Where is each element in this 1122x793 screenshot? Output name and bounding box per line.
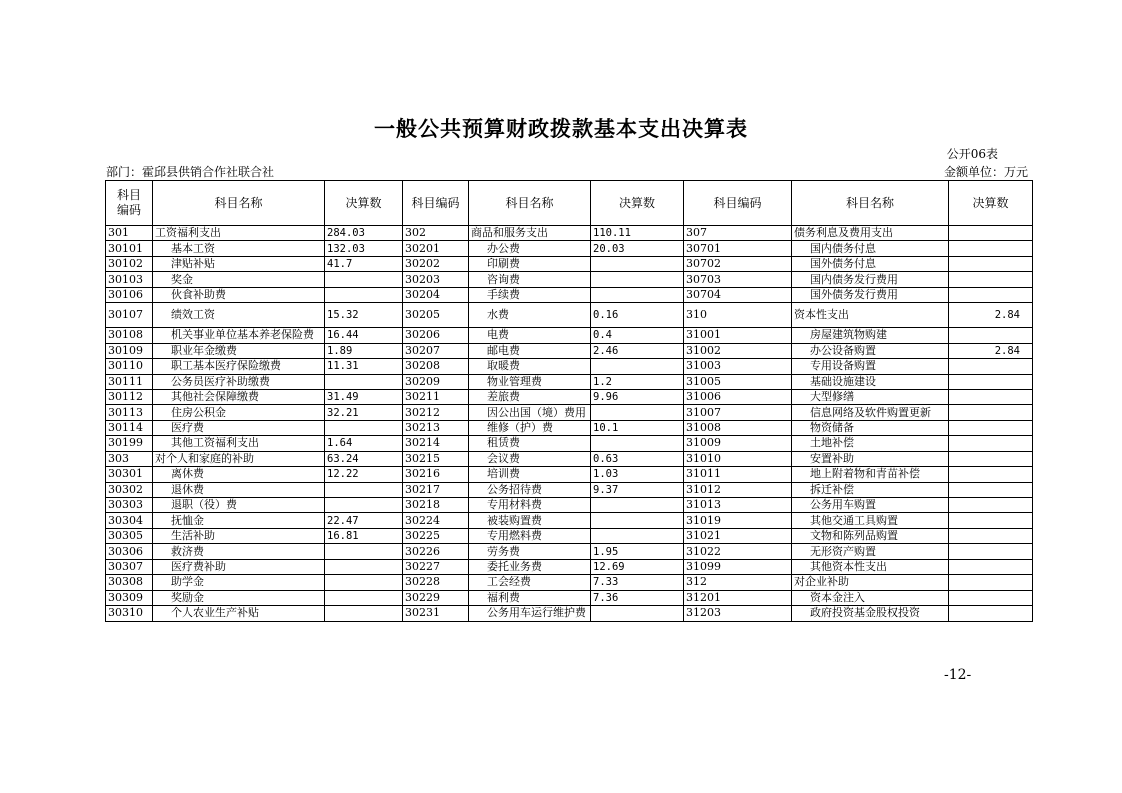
subject-code-cell: 30107 xyxy=(106,303,153,328)
subject-code-cell: 30103 xyxy=(106,272,153,287)
amount-cell: 7.33 xyxy=(591,575,684,590)
amount-cell xyxy=(325,559,403,574)
subject-name-cell: 医疗费 xyxy=(153,420,325,435)
table-row xyxy=(106,389,1033,404)
amount-cell: 2.46 xyxy=(591,343,684,358)
subject-code-cell: 30306 xyxy=(106,544,153,559)
subject-name-cell: 退休费 xyxy=(153,482,325,497)
subject-code-cell: 30112 xyxy=(106,389,153,404)
subject-name-cell: 债务利息及费用支出 xyxy=(792,226,949,241)
subject-name-cell: 国外债务发行费用 xyxy=(792,287,949,302)
subject-code-cell: 30226 xyxy=(403,544,469,559)
table-body xyxy=(106,226,1033,622)
amount-cell: 15.32 xyxy=(325,303,403,328)
subject-name-cell: 政府投资基金股权投资 xyxy=(792,606,949,621)
subject-name-cell: 文物和陈列品购置 xyxy=(792,528,949,543)
subject-name-cell: 公务用车运行维护费 xyxy=(469,606,591,621)
subject-code-cell: 30216 xyxy=(403,467,469,482)
subject-code-cell: 30231 xyxy=(403,606,469,621)
amount-cell: 1.95 xyxy=(591,544,684,559)
amount-cell xyxy=(591,513,684,528)
subject-code-cell: 31013 xyxy=(684,498,792,513)
amount-cell xyxy=(949,226,1033,241)
table-row xyxy=(106,374,1033,389)
amount-cell xyxy=(325,575,403,590)
subject-name-cell: 职工基本医疗保险缴费 xyxy=(153,359,325,374)
subject-name-cell: 伙食补助费 xyxy=(153,287,325,302)
subject-name-cell: 退职（役）费 xyxy=(153,498,325,513)
amount-cell xyxy=(949,606,1033,621)
subject-name-cell: 土地补偿 xyxy=(792,436,949,451)
subject-code-cell: 30110 xyxy=(106,359,153,374)
table-row xyxy=(106,359,1033,374)
header-cell: 科目编码 xyxy=(684,181,792,226)
table-row xyxy=(106,272,1033,287)
header-cell: 决算数 xyxy=(325,181,403,226)
amount-cell xyxy=(949,575,1033,590)
amount-cell xyxy=(591,436,684,451)
subject-name-cell: 其他交通工具购置 xyxy=(792,513,949,528)
subject-name-cell: 工资福利支出 xyxy=(153,226,325,241)
subject-code-cell: 31002 xyxy=(684,343,792,358)
subject-code-cell: 31006 xyxy=(684,389,792,404)
subject-code-cell: 30701 xyxy=(684,241,792,256)
amount-cell xyxy=(949,328,1033,343)
subject-name-cell: 工会经费 xyxy=(469,575,591,590)
amount-cell xyxy=(949,287,1033,302)
subject-name-cell: 因公出国（境）费用 xyxy=(469,405,591,420)
amount-cell xyxy=(949,513,1033,528)
table-row xyxy=(106,482,1033,497)
subject-code-cell: 30229 xyxy=(403,590,469,605)
amount-cell xyxy=(325,482,403,497)
subject-code-cell: 30199 xyxy=(106,436,153,451)
table-row xyxy=(106,575,1033,590)
amount-unit-label: 金额单位：万元 xyxy=(943,165,1028,179)
header-cell: 科目名称 xyxy=(153,181,325,226)
subject-code-cell: 31005 xyxy=(684,374,792,389)
subject-name-cell: 维修（护）费 xyxy=(469,420,591,435)
amount-cell: 1.89 xyxy=(325,343,403,358)
subject-code-cell: 30302 xyxy=(106,482,153,497)
amount-cell xyxy=(325,606,403,621)
amount-cell xyxy=(949,590,1033,605)
subject-code-cell: 30101 xyxy=(106,241,153,256)
subject-name-cell: 专用设备购置 xyxy=(792,359,949,374)
amount-cell xyxy=(949,420,1033,435)
subject-code-cell: 30217 xyxy=(403,482,469,497)
subject-name-cell: 印刷费 xyxy=(469,256,591,271)
amount-cell: 32.21 xyxy=(325,405,403,420)
amount-cell: 12.22 xyxy=(325,467,403,482)
subject-code-cell: 310 xyxy=(684,303,792,328)
amount-cell: 0.63 xyxy=(591,451,684,466)
subject-name-cell: 会议费 xyxy=(469,451,591,466)
subject-code-cell: 31009 xyxy=(684,436,792,451)
amount-cell: 16.44 xyxy=(325,328,403,343)
table-row xyxy=(106,451,1033,466)
subject-code-cell: 30214 xyxy=(403,436,469,451)
subject-name-cell: 奖励金 xyxy=(153,590,325,605)
subject-code-cell: 30224 xyxy=(403,513,469,528)
subject-code-cell: 31007 xyxy=(684,405,792,420)
subject-name-cell: 差旅费 xyxy=(469,389,591,404)
subject-code-cell: 30205 xyxy=(403,303,469,328)
amount-cell: 2.84 xyxy=(949,303,1033,328)
amount-cell: 9.37 xyxy=(591,482,684,497)
amount-cell: 110.11 xyxy=(591,226,684,241)
subject-name-cell: 医疗费补助 xyxy=(153,559,325,574)
subject-code-cell: 30218 xyxy=(403,498,469,513)
subject-code-cell: 31003 xyxy=(684,359,792,374)
amount-cell xyxy=(949,436,1033,451)
subject-name-cell: 邮电费 xyxy=(469,343,591,358)
amount-cell xyxy=(591,287,684,302)
subject-code-cell: 30202 xyxy=(403,256,469,271)
header-cell: 决算数 xyxy=(949,181,1033,226)
amount-cell xyxy=(949,544,1033,559)
subject-code-cell: 30225 xyxy=(403,528,469,543)
amount-cell xyxy=(325,420,403,435)
table-row xyxy=(106,528,1033,543)
amount-cell xyxy=(591,528,684,543)
amount-cell xyxy=(949,272,1033,287)
subject-code-cell: 30704 xyxy=(684,287,792,302)
report-title: 一般公共预算财政拨款基本支出决算表 xyxy=(374,116,748,141)
subject-name-cell: 救济费 xyxy=(153,544,325,559)
subject-code-cell: 30301 xyxy=(106,467,153,482)
amount-cell xyxy=(949,241,1033,256)
subject-name-cell: 基本工资 xyxy=(153,241,325,256)
subject-name-cell: 对个人和家庭的补助 xyxy=(153,451,325,466)
subject-code-cell: 31012 xyxy=(684,482,792,497)
department-label: 部门：霍邱县供销合作社联合社 xyxy=(106,165,275,179)
subject-name-cell: 无形资产购置 xyxy=(792,544,949,559)
subject-name-cell: 委托业务费 xyxy=(469,559,591,574)
subject-code-cell: 31011 xyxy=(684,467,792,482)
subject-code-cell: 30106 xyxy=(106,287,153,302)
subject-name-cell: 办公费 xyxy=(469,241,591,256)
table-row xyxy=(106,405,1033,420)
amount-cell xyxy=(949,498,1033,513)
subject-name-cell: 绩效工资 xyxy=(153,303,325,328)
amount-cell xyxy=(325,272,403,287)
subject-code-cell: 303 xyxy=(106,451,153,466)
subject-code-cell: 31019 xyxy=(684,513,792,528)
subject-name-cell: 电费 xyxy=(469,328,591,343)
table-row xyxy=(106,328,1033,343)
amount-cell: 1.64 xyxy=(325,436,403,451)
amount-cell: 31.49 xyxy=(325,389,403,404)
table-row xyxy=(106,241,1033,256)
table-row xyxy=(106,436,1033,451)
subject-name-cell: 公务用车购置 xyxy=(792,498,949,513)
amount-cell: 0.4 xyxy=(591,328,684,343)
subject-code-cell: 30703 xyxy=(684,272,792,287)
amount-cell xyxy=(949,451,1033,466)
subject-name-cell: 拆迁补偿 xyxy=(792,482,949,497)
subject-name-cell: 资本性支出 xyxy=(792,303,949,328)
table-row xyxy=(106,544,1033,559)
amount-cell xyxy=(591,498,684,513)
subject-code-cell: 30111 xyxy=(106,374,153,389)
amount-cell xyxy=(325,544,403,559)
amount-cell: 20.03 xyxy=(591,241,684,256)
header-cell: 决算数 xyxy=(591,181,684,226)
subject-name-cell: 地上附着物和青苗补偿 xyxy=(792,467,949,482)
amount-cell xyxy=(591,606,684,621)
header-cell: 科目名称 xyxy=(792,181,949,226)
subject-code-cell: 31201 xyxy=(684,590,792,605)
subject-name-cell: 劳务费 xyxy=(469,544,591,559)
amount-cell: 16.81 xyxy=(325,528,403,543)
subject-code-cell: 307 xyxy=(684,226,792,241)
subject-name-cell: 基础设施建设 xyxy=(792,374,949,389)
table-row xyxy=(106,226,1033,241)
subject-name-cell: 个人农业生产补贴 xyxy=(153,606,325,621)
amount-cell xyxy=(325,374,403,389)
subject-code-cell: 30227 xyxy=(403,559,469,574)
subject-code-cell: 30303 xyxy=(106,498,153,513)
subject-code-cell: 30209 xyxy=(403,374,469,389)
amount-cell: 9.96 xyxy=(591,389,684,404)
amount-cell: 1.2 xyxy=(591,374,684,389)
amount-cell: 63.24 xyxy=(325,451,403,466)
subject-code-cell: 30204 xyxy=(403,287,469,302)
subject-code-cell: 312 xyxy=(684,575,792,590)
subject-name-cell: 对企业补助 xyxy=(792,575,949,590)
subject-name-cell: 抚恤金 xyxy=(153,513,325,528)
subject-code-cell: 31022 xyxy=(684,544,792,559)
table-row xyxy=(106,590,1033,605)
table-row xyxy=(106,498,1033,513)
amount-cell xyxy=(591,359,684,374)
amount-cell: 22.47 xyxy=(325,513,403,528)
subject-name-cell: 专用材料费 xyxy=(469,498,591,513)
subject-name-cell: 助学金 xyxy=(153,575,325,590)
amount-cell xyxy=(949,374,1033,389)
subject-code-cell: 30108 xyxy=(106,328,153,343)
subject-name-cell: 福利费 xyxy=(469,590,591,605)
subject-code-cell: 30305 xyxy=(106,528,153,543)
header-row xyxy=(106,181,1033,226)
subject-name-cell: 生活补助 xyxy=(153,528,325,543)
subject-name-cell: 培训费 xyxy=(469,467,591,482)
amount-cell: 12.69 xyxy=(591,559,684,574)
subject-name-cell: 国内债务付息 xyxy=(792,241,949,256)
subject-name-cell: 商品和服务支出 xyxy=(469,226,591,241)
subject-name-cell: 奖金 xyxy=(153,272,325,287)
subject-name-cell: 其他社会保障缴费 xyxy=(153,389,325,404)
subject-code-cell: 30307 xyxy=(106,559,153,574)
subject-name-cell: 手续费 xyxy=(469,287,591,302)
subject-code-cell: 31010 xyxy=(684,451,792,466)
table-row xyxy=(106,467,1033,482)
subject-name-cell: 机关事业单位基本养老保险费 xyxy=(153,328,325,343)
amount-cell: 2.84 xyxy=(949,343,1033,358)
subject-name-cell: 咨询费 xyxy=(469,272,591,287)
amount-cell: 10.1 xyxy=(591,420,684,435)
table-row xyxy=(106,256,1033,271)
subject-code-cell: 30203 xyxy=(403,272,469,287)
subject-name-cell: 公务招待费 xyxy=(469,482,591,497)
subject-code-cell: 30109 xyxy=(106,343,153,358)
header-cell: 科目 编码 xyxy=(106,181,153,226)
table-row xyxy=(106,606,1033,621)
subject-code-cell: 30228 xyxy=(403,575,469,590)
subject-name-cell: 物资储备 xyxy=(792,420,949,435)
subject-code-cell: 30211 xyxy=(403,389,469,404)
subject-name-cell: 信息网络及软件购置更新 xyxy=(792,405,949,420)
amount-cell xyxy=(325,287,403,302)
amount-cell: 41.7 xyxy=(325,256,403,271)
subject-name-cell: 物业管理费 xyxy=(469,374,591,389)
amount-cell xyxy=(949,482,1033,497)
subject-code-cell: 30113 xyxy=(106,405,153,420)
subject-name-cell: 被装购置费 xyxy=(469,513,591,528)
subject-code-cell: 30304 xyxy=(106,513,153,528)
table-row xyxy=(106,420,1033,435)
subject-code-cell: 30201 xyxy=(403,241,469,256)
subject-name-cell: 公务员医疗补助缴费 xyxy=(153,374,325,389)
subject-name-cell: 大型修缮 xyxy=(792,389,949,404)
subject-name-cell: 安置补助 xyxy=(792,451,949,466)
subject-name-cell: 国内债务发行费用 xyxy=(792,272,949,287)
table-row xyxy=(106,513,1033,528)
amount-cell xyxy=(325,498,403,513)
subject-code-cell: 30309 xyxy=(106,590,153,605)
amount-cell xyxy=(325,590,403,605)
subject-name-cell: 办公设备购置 xyxy=(792,343,949,358)
table-row xyxy=(106,343,1033,358)
form-number: 公开06表 xyxy=(946,147,998,161)
page-number: -12- xyxy=(944,667,972,683)
subject-name-cell: 其他资本性支出 xyxy=(792,559,949,574)
subject-name-cell: 津贴补贴 xyxy=(153,256,325,271)
subject-name-cell: 资本金注入 xyxy=(792,590,949,605)
subject-code-cell: 31008 xyxy=(684,420,792,435)
amount-cell: 132.03 xyxy=(325,241,403,256)
amount-cell xyxy=(949,405,1033,420)
subject-code-cell: 30102 xyxy=(106,256,153,271)
subject-code-cell: 30308 xyxy=(106,575,153,590)
subject-name-cell: 离休费 xyxy=(153,467,325,482)
amount-cell: 0.16 xyxy=(591,303,684,328)
subject-name-cell: 取暖费 xyxy=(469,359,591,374)
subject-name-cell: 专用燃料费 xyxy=(469,528,591,543)
expenditure-table xyxy=(105,180,1033,622)
amount-cell: 7.36 xyxy=(591,590,684,605)
subject-code-cell: 30702 xyxy=(684,256,792,271)
subject-code-cell: 31021 xyxy=(684,528,792,543)
subject-name-cell: 其他工资福利支出 xyxy=(153,436,325,451)
subject-name-cell: 职业年金缴费 xyxy=(153,343,325,358)
amount-cell: 1.03 xyxy=(591,467,684,482)
amount-cell xyxy=(591,405,684,420)
subject-name-cell: 租赁费 xyxy=(469,436,591,451)
subject-code-cell: 30310 xyxy=(106,606,153,621)
subject-code-cell: 31001 xyxy=(684,328,792,343)
subject-name-cell: 房屋建筑物购建 xyxy=(792,328,949,343)
subject-code-cell: 302 xyxy=(403,226,469,241)
header-cell: 科目编码 xyxy=(403,181,469,226)
amount-cell xyxy=(949,256,1033,271)
subject-code-cell: 31203 xyxy=(684,606,792,621)
subject-code-cell: 30212 xyxy=(403,405,469,420)
subject-name-cell: 国外债务付息 xyxy=(792,256,949,271)
subject-code-cell: 301 xyxy=(106,226,153,241)
table-row xyxy=(106,559,1033,574)
subject-code-cell: 30206 xyxy=(403,328,469,343)
subject-code-cell: 31099 xyxy=(684,559,792,574)
amount-cell xyxy=(591,272,684,287)
amount-cell xyxy=(949,528,1033,543)
amount-cell: 11.31 xyxy=(325,359,403,374)
amount-cell xyxy=(949,389,1033,404)
table-row xyxy=(106,303,1033,328)
amount-cell xyxy=(949,559,1033,574)
subject-code-cell: 30215 xyxy=(403,451,469,466)
table-row xyxy=(106,287,1033,302)
amount-cell xyxy=(949,467,1033,482)
subject-name-cell: 水费 xyxy=(469,303,591,328)
subject-code-cell: 30114 xyxy=(106,420,153,435)
amount-cell xyxy=(949,359,1033,374)
subject-code-cell: 30213 xyxy=(403,420,469,435)
amount-cell xyxy=(591,256,684,271)
header-cell: 科目名称 xyxy=(469,181,591,226)
subject-code-cell: 30208 xyxy=(403,359,469,374)
amount-cell: 284.03 xyxy=(325,226,403,241)
subject-code-cell: 30207 xyxy=(403,343,469,358)
subject-name-cell: 住房公积金 xyxy=(153,405,325,420)
